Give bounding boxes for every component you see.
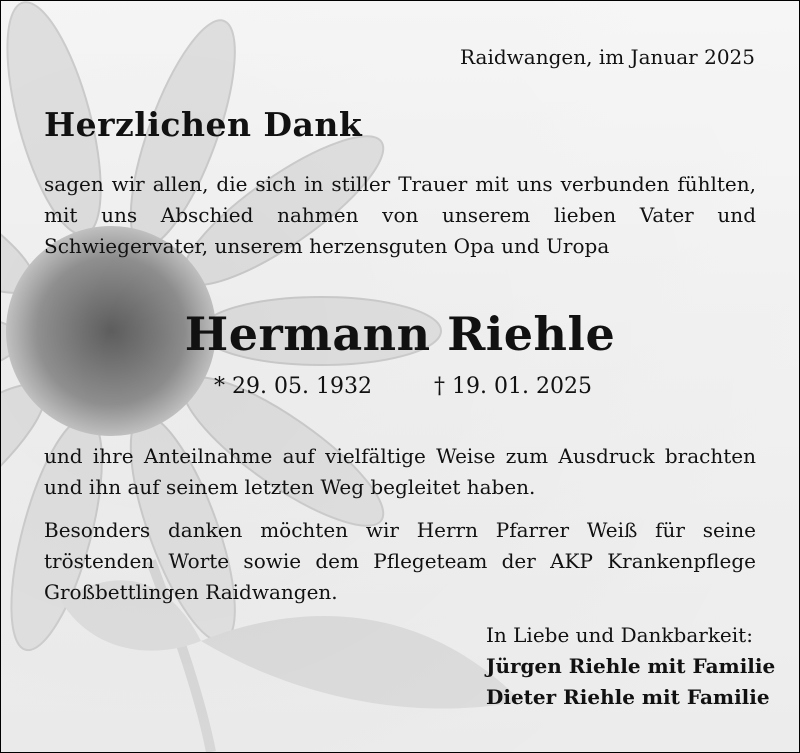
signatory-2: Dieter Riehle mit Familie — [486, 685, 770, 709]
notice-heading: Herzlichen Dank — [44, 105, 363, 144]
deceased-name: Hermann Riehle — [184, 307, 616, 361]
thanks-paragraph: und ihre Anteilnahme auf vielfältige Weise zum Ausdruck brachten und ihn auf seinem letzten Weg begleitet haben. — [44, 444, 756, 499]
special-thanks-paragraph: Besonders danken möchten wir Herrn Pfarrer Weiß für seine tröstenden Worte sowie dem Pflegeteam der AKP Krankenpflege Großbettlingen Raidwangen. — [44, 518, 756, 604]
intro-paragraph: sagen wir allen, die sich in stiller Trauer mit uns verbunden fühlten, mit uns Abschied nahmen von unserem lieben Vater und Schwiegervater, unserem herzensguten Opa und Uropa — [44, 172, 756, 258]
closing-line: In Liebe und Dankbarkeit: — [486, 623, 753, 647]
birth-date: * 29. 05. 1932 — [214, 374, 372, 399]
death-date: † 19. 01. 2025 — [434, 374, 592, 399]
signatory-1: Jürgen Riehle mit Familie — [486, 654, 776, 678]
dateline: Raidwangen, im Januar 2025 — [460, 45, 755, 69]
